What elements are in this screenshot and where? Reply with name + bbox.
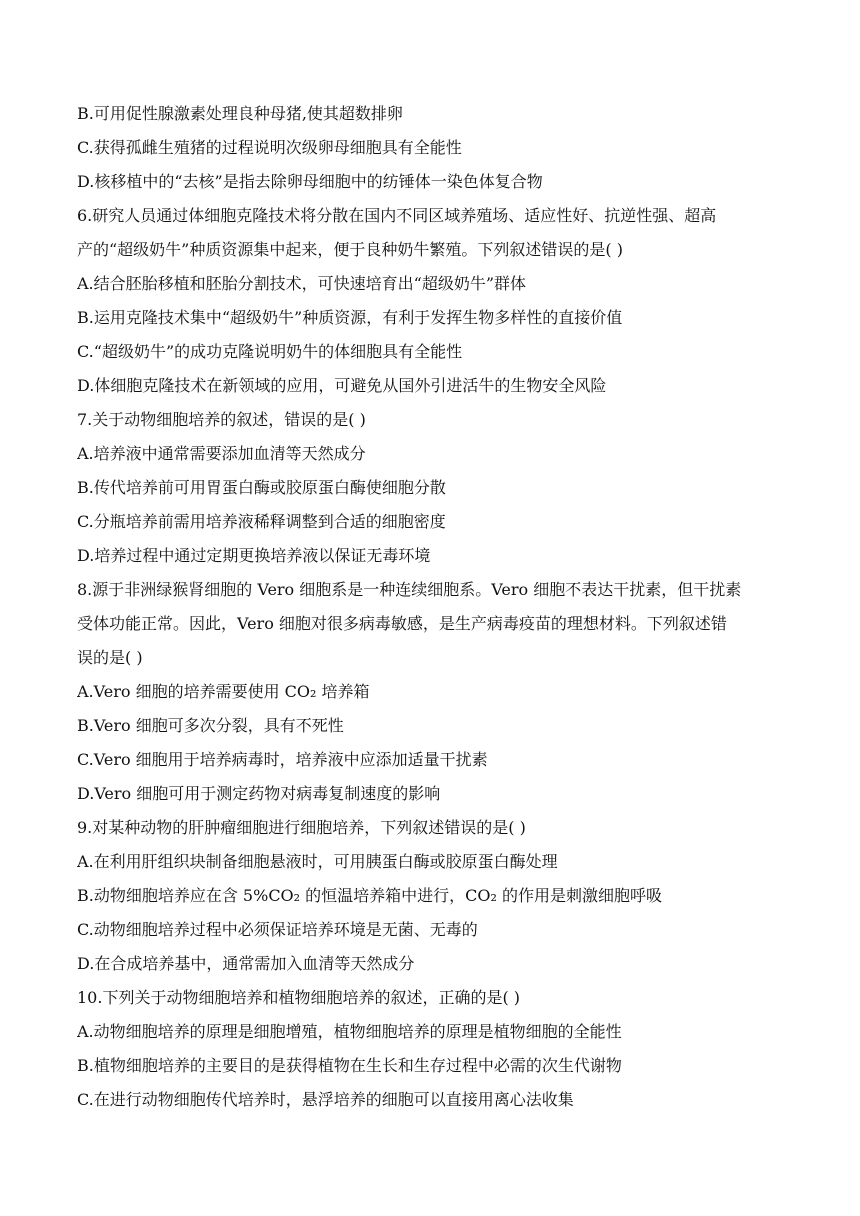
option-a: A.动物细胞培养的原理是细胞增殖，植物细胞培养的原理是植物细胞的全能性 (77, 1022, 622, 1041)
option-d: D.体细胞克隆技术在新领域的应用，可避免从国外引进活牛的生物安全风险 (77, 376, 607, 395)
text-line: D.核移植中的“去核”是指去除卵母细胞中的纺锤体一染色体复合物 (77, 172, 543, 191)
question-9: 9.对某种动物的肝肿瘤细胞进行细胞培养，下列叙述错误的是( ) (77, 818, 526, 837)
option-a: A.Vero 细胞的培养需要使用 CO₂ 培养箱 (77, 682, 370, 701)
question-8-line-3: 误的是( ) (77, 648, 143, 667)
text-line: B.可用促性腺激素处理良种母猪,使其超数排卵 (77, 104, 403, 123)
option-d: D.培养过程中通过定期更换培养液以保证无毒环境 (77, 546, 431, 565)
question-8-line-1: 8.源于非洲绿猴肾细胞的 Vero 细胞系是一种连续细胞系。Vero 细胞不表达干扰素，但干扰素 (77, 580, 742, 599)
question-7: 7.关于动物细胞培养的叙述，错误的是( ) (77, 410, 366, 429)
option-b: B.传代培养前可用胃蛋白酶或胶原蛋白酶使细胞分散 (77, 478, 446, 497)
option-a: A.在利用肝组织块制备细胞悬液时，可用胰蛋白酶或胶原蛋白酶处理 (77, 852, 558, 871)
option-b: B.Vero 细胞可多次分裂，具有不死性 (77, 716, 344, 735)
option-b: B.动物细胞培养应在含 5%CO₂ 的恒温培养箱中进行，CO₂ 的作用是刺激细胞呼吸 (77, 886, 663, 905)
option-a: A.结合胚胎移植和胚胎分割技术，可快速培育出“超级奶牛”群体 (77, 274, 527, 293)
option-c: C.动物细胞培养过程中必须保证培养环境是无菌、无毒的 (77, 920, 478, 939)
question-6-line-1: 6.研究人员通过体细胞克隆技术将分散在国内不同区域养殖场、适应性好、抗逆性强、超高 (77, 206, 717, 225)
text-line: C.获得孤雌生殖猪的过程说明次级卵母细胞具有全能性 (77, 138, 462, 157)
option-a: A.培养液中通常需要添加血清等天然成分 (77, 444, 366, 463)
option-b: B.植物细胞培养的主要目的是获得植物在生长和生存过程中必需的次生代谢物 (77, 1056, 622, 1075)
question-10: 10.下列关于动物细胞培养和植物细胞培养的叙述，正确的是( ) (77, 988, 521, 1007)
option-d: D.Vero 细胞可用于测定药物对病毒复制速度的影响 (77, 784, 441, 803)
question-8-line-2: 受体功能正常。因此，Vero 细胞对很多病毒敏感，是生产病毒疫苗的理想材料。下列叙述错 (77, 614, 727, 633)
option-c: C.Vero 细胞用于培养病毒时，培养液中应添加适量干扰素 (77, 750, 488, 769)
question-6-line-2: 产的“超级奶牛”种质资源集中起来，便于良种奶牛繁殖。下列叙述错误的是( ) (77, 240, 623, 259)
option-b: B.运用克隆技术集中“超级奶牛”种质资源，有利于发挥生物多样性的直接价值 (77, 308, 623, 327)
option-c: C.在进行动物细胞传代培养时，悬浮培养的细胞可以直接用离心法收集 (77, 1090, 574, 1109)
option-d: D.在合成培养基中，通常需加入血清等天然成分 (77, 954, 415, 973)
option-c: C.“超级奶牛”的成功克隆说明奶牛的体细胞具有全能性 (77, 342, 463, 361)
option-c: C.分瓶培养前需用培养液稀释调整到合适的细胞密度 (77, 512, 446, 531)
